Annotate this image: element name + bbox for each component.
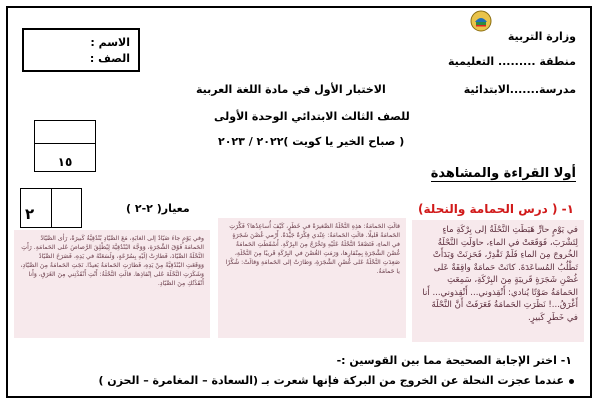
kuwait-emblem-icon [470,10,492,32]
exam-title: الاختبار الأول في مادة اللغة العربية [196,83,386,96]
rubric-label: معيار( ٢-٢ ) [126,202,190,215]
section-title: أولا القراءة والمشاهدة [430,166,576,181]
passage-panel-3 [14,230,210,338]
bullet-icon [569,379,574,384]
section-mark: ٢ [25,205,35,223]
total-score: ١٥ [57,155,73,169]
school-line: مدرسة.......الابتدائية [463,83,576,96]
question-1-title: ١- اختر الإجابة الصحيحة مما بين القوسين :- [336,354,572,367]
section-mark-box [20,188,82,228]
lesson-title: ١- ( درس الحمامة والنحلة) [418,202,574,216]
passage-text-2: قالَتِ الحَمامَةُ: هذِهِ النَّحْلَةُ الصَّغيرَةُ في خَطَرٍ، كَيْفَ أُساعِدُها؟ فَكَّرَتِ الحَمامَةُ قَليلًا. قالَتِ الحَمامَةُ: عِنْدي فِكْرَةٌ جَيِّدَةٌ. أَرْمي غُصْنَ شَجَرَةٍ في الماءِ، فَتَصْعَدُ النَّحْلَةُ عَلَيْهِ وَتَخْرُجُ مِنَ البِرْكَةِ. أَسْقَطَتِ الحَمامَةُ غُصْنَ الشَّجَرَةِ بِمِنْقارِها، وَرَمَتِ الغُصْنَ في البِرْكَةِ قَريبًا مِنَ النَّحْلَةِ، صَعِدَتِ النَّحْلَةُ عَلى غُصْنِ الشَّجَرَةِ، وَطارَتْ إلى الحَمامَةِ وَقالَتْ: شُكْرًا يا حَمامَةُ. [225,223,400,275]
question-1a [98,374,574,387]
class-label: الصف : [89,52,130,65]
student-info-box [22,28,140,72]
exam-grade-unit: للصف الثالث الابتدائي الوحدة الأولى [214,110,410,123]
passage-text-3: وفي يَوْمٍ جاءَ صَيّادٌ إلى الغابَةِ، مَعَ الصَّيّادِ بُنْدُقِيَّةٌ كَبيرَةٌ، رَأى الصَّيّادُ الحَمامَةَ فَوْقَ الشَّجَرَةِ، وَوَجَّهَ البُنْدُقِيَّةَ لِيُطْلِقَ الرَّصاصَ عَلى الحَمامَةِ. رَأَتِ النَّحْلَةُ الصَّيّادَ، فَطارَتْ إلَيْهِ بِسُرْعَةٍ، وَلَسَعَتْهُ في يَدِهِ، فَصَرَخَ الصَّيّادُ وَوَقَعَتِ البُنْدُقِيَّةُ مِنْ يَدِهِ، فَطارَتِ الحَمامَةُ بَعيدًا. نَجَتِ الحَمامَةُ مِنَ الصَّيّادِ، وَشَكَرَتِ النَّحْلَةَ عَلى إنْقاذِها. قالَتِ النَّحْلَةُ: أَنْتِ أَنْقَذْتِني مِنَ الغَرَقِ، وَأَنا أَنْقَذْتُكِ مِنَ الصَّيّادِ. [20,235,204,287]
name-label: الاسم : [90,36,130,49]
passage-text-1: في يَوْمٍ حارٍّ هَبَطَتِ النَّحْلَةُ إلى بِرْكَةِ ماءٍ لِتَشْرَبَ، فَوَقَعَتْ في الماءِ، حاوَلَتِ النَّحْلَةُ الخُروجَ مِنَ الماءِ فَلَمْ تَقْدِرْ، فَحَزِنَتْ وَبَدَأَتْ تَطْلُبُ المُساعَدَةَ. كانَتْ حَمامَةٌ واقِفَةٌ عَلى غُصْنِ شَجَرَةٍ قَريبَةٍ مِنَ البِرْكَةِ، سَمِعَتِ الحَمامَةُ صَوْتًا يُنادي: أَنْقِذوني... أَنْقِذوني... أَنا أَغْرَقُ...! نَظَرَتِ الحَمامَةُ فَعَرَفَتْ أَنَّ النَّحْلَةَ في خَطَرٍ كَبيرٍ. [422,225,578,323]
total-score-box [34,120,96,172]
district-line: منطقة ......... التعليمية [448,55,576,68]
exam-sheet [6,6,592,398]
question-1a-text: عندما عجزت النحلة عن الخروج من البركة فإنها شعرت بـ (السعادة – المغامرة – الحزن ) [98,374,564,387]
passage-panel-2 [218,218,406,338]
exam-unit-name: ( صباح الخير يا كويت )٢٠٢٢ / ٢٠٢٣ [218,135,405,148]
passage-panel-1 [412,220,584,342]
ministry-name: وزارة التربية [507,30,576,43]
